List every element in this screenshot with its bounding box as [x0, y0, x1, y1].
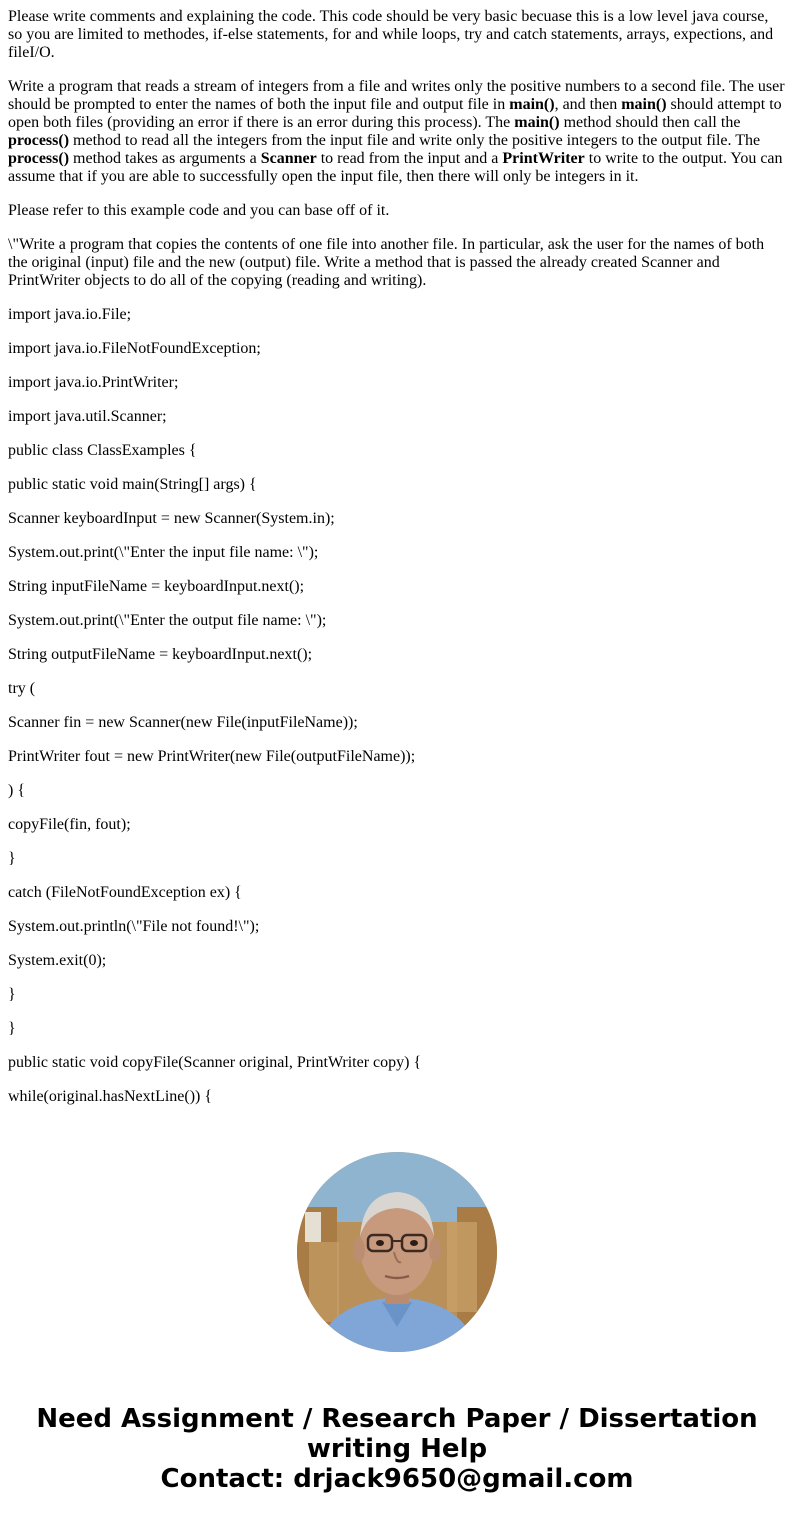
code-line: catch (FileNotFoundException ex) {	[8, 884, 242, 901]
code-listing	[8, 306, 786, 1106]
code-line: System.out.print(\"Enter the output file name: \");	[8, 612, 327, 629]
code-line: copyFile(fin, fout);	[8, 816, 131, 833]
code-line: while(original.hasNextLine()) {	[8, 1088, 213, 1105]
p2-text-4: method should then call the	[559, 114, 741, 131]
ad-line-1: Need Assignment / Research Paper / Dissertation	[36, 1404, 758, 1434]
p2-text-7: to read from the input and a	[316, 150, 503, 167]
code-line: Scanner keyboardInput = new Scanner(System.in);	[8, 510, 335, 527]
p2-bold-main-1: main()	[509, 96, 555, 113]
p2-bold-process-2: process()	[8, 150, 70, 167]
code-line: public class ClassExamples {	[8, 442, 197, 459]
intro-paragraph-1: Please write comments and explaining the code. This code should be very basic becuase this is a low level java course, so you are limited to methodes, if-else statements, for and while loops, try and catch statements, arrays, expections, and fileI/O.	[8, 8, 774, 61]
author-avatar	[297, 1152, 497, 1352]
intro-paragraph-4: \"Write a program that copies the contents of one file into another file. In particular, ask the user for the names of both the original (input) file and the new (output) file. Write a method that is passed the already created Scanner and PrintWriter objects to do all of the copying (reading and writing).	[8, 236, 765, 289]
p2-text-6: method takes as arguments a	[69, 150, 261, 167]
intro-paragraph-2	[8, 78, 786, 186]
code-line: }	[8, 986, 16, 1003]
code-line: }	[8, 1020, 16, 1037]
code-line: String outputFileName = keyboardInput.next();	[8, 646, 313, 663]
p2-text-5: method to read all the integers from the input file and write only the positive integers to the output file. The	[69, 132, 761, 149]
question-body	[8, 8, 786, 1106]
p2-text-1: Write a program that reads a stream of integers from a file and writes only the positive numbers to a second file. The user should be prompted to enter the names of both the input file and output file in	[8, 78, 785, 113]
code-line: try (	[8, 680, 36, 697]
code-line: ) {	[8, 782, 26, 799]
code-line: import java.io.PrintWriter;	[8, 374, 179, 391]
p2-bold-main-3: main()	[514, 114, 560, 131]
p2-text-3: should attempt to open both files (providing an error if there is an error during this process). The	[8, 96, 782, 131]
code-line: String inputFileName = keyboardInput.next();	[8, 578, 305, 595]
code-line: import java.io.File;	[8, 306, 132, 323]
person-photo-icon	[297, 1152, 497, 1352]
intro-paragraph-3: Please refer to this example code and you can base off of it.	[8, 202, 390, 219]
p2-bold-process-1: process()	[8, 132, 70, 149]
code-line: import java.io.FileNotFoundException;	[8, 340, 261, 357]
code-line: public static void copyFile(Scanner original, PrintWriter copy) {	[8, 1054, 422, 1071]
p2-bold-printwriter: PrintWriter	[502, 150, 585, 167]
ad-contact-line: Contact: drjack9650@gmail.com	[160, 1464, 634, 1494]
code-line: System.out.print(\"Enter the input file name: \");	[8, 544, 319, 561]
code-line: System.out.println(\"File not found!\");	[8, 918, 260, 935]
p2-bold-scanner: Scanner	[260, 150, 317, 167]
p2-bold-main-2: main()	[621, 96, 667, 113]
p2-text-2: , and then	[554, 96, 622, 113]
code-line: import java.util.Scanner;	[8, 408, 167, 425]
code-line: public static void main(String[] args) {	[8, 476, 257, 493]
ad-line-2: writing Help	[306, 1434, 488, 1464]
code-line: PrintWriter fout = new PrintWriter(new File(outputFileName));	[8, 748, 416, 765]
contact-advertisement	[0, 1404, 794, 1494]
code-line: Scanner fin = new Scanner(new File(inputFileName));	[8, 714, 358, 731]
p2-text-8: to write to the output. You can assume that if you are able to successfully open the input file, then there will only be integers in it.	[8, 150, 783, 185]
code-line: }	[8, 850, 16, 867]
code-line: System.exit(0);	[8, 952, 107, 969]
